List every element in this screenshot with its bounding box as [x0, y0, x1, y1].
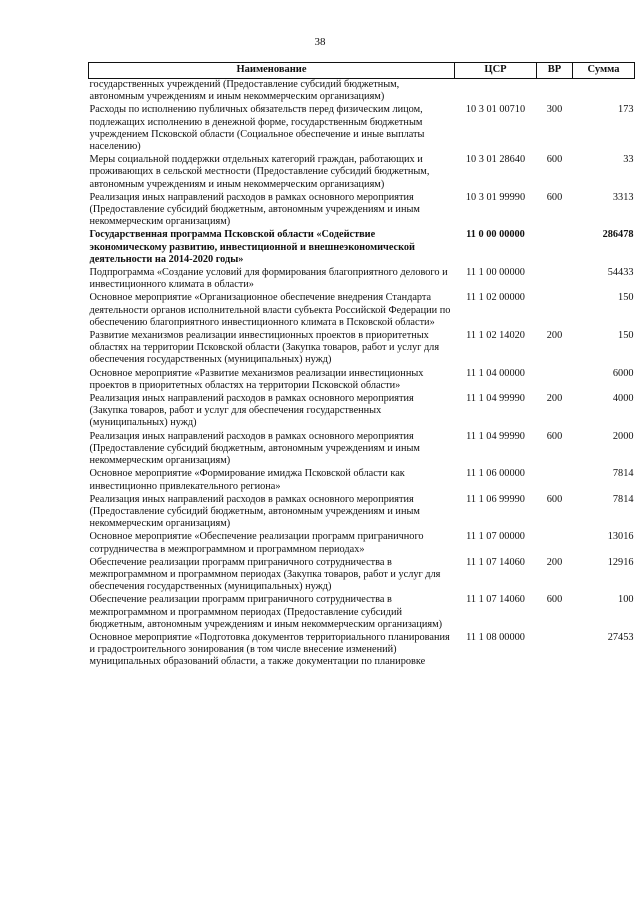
row-sum: 150	[618, 330, 634, 342]
row-sum: 3313	[612, 191, 634, 203]
table-row	[89, 393, 635, 431]
row-vr: 600	[546, 430, 563, 442]
row-sum: 13016	[607, 531, 634, 543]
table-row	[89, 104, 635, 154]
row-sum: 100	[618, 594, 634, 606]
row-sum	[573, 79, 635, 105]
table-row	[89, 557, 635, 595]
table-row	[89, 330, 635, 368]
row-csr: 11 1 08 00000	[466, 631, 525, 643]
table-row	[89, 192, 635, 230]
row-name: Меры социальной поддержки отдельных категорий граждан, работающих и проживающих в сельской местности (Предоставление субсидий бюджетным, автономным учреждениям и иным некоммерческим организациям)	[89, 154, 430, 190]
table-row	[89, 632, 635, 670]
row-vr: 200	[546, 393, 563, 405]
row-vr	[537, 531, 573, 556]
row-csr: 11 1 06 99990	[466, 493, 525, 505]
row-name: Основное мероприятие «Подготовка документов территориального планирования и градостроительного зонирования (в том числе внесение изменений) муниципальных образований области, а также документации по планировке	[89, 631, 450, 668]
row-name: Основное мероприятие «Развитие механизмов реализации инвестиционных проектов в приоритетных областях на территории Псковской области»	[89, 367, 424, 391]
table-row	[89, 494, 635, 532]
row-csr: 11 1 07 14060	[466, 594, 525, 606]
row-csr: 11 1 04 99990	[466, 393, 525, 405]
row-sum: 2000	[612, 430, 634, 442]
table-row	[89, 229, 635, 267]
row-csr: 11 1 07 14060	[466, 556, 525, 568]
row-name: Расходы по исполнению публичных обязательств перед физическим лицом, подлежащих исполнению в денежной форме, государственным бюджетным учреждением Псковской области (Социальное обеспечение и иные выплаты населению)	[89, 104, 425, 153]
row-vr: 600	[546, 594, 563, 606]
row-name: Основное мероприятие «Формирование имиджа Псковской области как инвестиционно привлекательного региона»	[89, 468, 405, 492]
header-name: Наименование	[89, 63, 455, 79]
row-vr	[537, 292, 573, 330]
row-name: Обеспечение реализации программ приграничного сотрудничества в межпрограммном и программном периодах (Закупка товаров, работ и услуг для обеспечения государственных (муниципальных) нужд)	[89, 556, 441, 593]
row-sum: 286478	[602, 229, 634, 241]
row-sum: 33	[623, 154, 634, 166]
table-row	[89, 531, 635, 556]
row-csr	[455, 79, 537, 105]
row-vr: 600	[546, 154, 563, 166]
row-name: Реализация иных направлений расходов в рамках основного мероприятия (Закупка товаров, работ и услуг для обеспечения государственных (муниципальных) нужд)	[89, 393, 414, 429]
row-csr: 11 1 02 00000	[466, 292, 525, 304]
table-row	[89, 267, 635, 292]
table-row	[89, 292, 635, 330]
row-sum: 6000	[612, 367, 634, 379]
header-vr: ВР	[537, 63, 573, 79]
row-vr	[537, 267, 573, 292]
row-name: Обеспечение реализации программ приграничного сотрудничества в межпрограммном и программном периодах (Предоставление субсидий бюджетным, автономным учреждениям и иным некоммерческим организациям)	[89, 594, 443, 630]
row-sum: 7814	[612, 493, 634, 505]
row-name: Реализация иных направлений расходов в рамках основного мероприятия (Предоставление субсидий бюджетным, автономным учреждениям и иным некоммерческим организациям)	[89, 191, 420, 228]
row-csr: 11 1 02 14020	[466, 330, 525, 342]
row-name: Основное мероприятие «Обеспечение реализации программ приграничного сотрудничества в межпрограммном и программном периодах»	[89, 531, 424, 555]
table-row	[89, 594, 635, 632]
row-name: Реализация иных направлений расходов в рамках основного мероприятия (Предоставление субсидий бюджетным, автономным учреждениям и иным некоммерческим организациям)	[89, 430, 420, 467]
row-sum: 7814	[612, 468, 634, 480]
budget-table	[88, 62, 635, 670]
header-sum: Сумма	[573, 63, 635, 79]
row-name: Основное мероприятие «Организационное обеспечение внедрения Стандарта деятельности органов исполнительной власти субъекта Российской Федерации по обеспечению благоприятного инвестиционного климата в Псковской области»	[89, 292, 451, 328]
row-csr: 10 3 01 99990	[465, 191, 526, 203]
table-row	[89, 431, 635, 469]
row-vr	[537, 468, 573, 493]
row-name: Реализация иных направлений расходов в рамках основного мероприятия (Предоставление субсидий бюджетным, автономным учреждениям и иным некоммерческим организациям)	[89, 493, 420, 530]
header-csr: ЦСР	[455, 63, 537, 79]
row-sum: 150	[618, 292, 634, 304]
row-vr	[537, 229, 573, 267]
row-vr: 200	[546, 330, 563, 342]
row-csr: 11 1 04 99990	[466, 430, 525, 442]
row-name: Развитие механизмов реализации инвестиционных проектов в приоритетных областях на территории Псковской области (Закупка товаров, работ и услуг для обеспечения государственных (муниципальных) нужд)	[89, 330, 440, 366]
row-csr: 11 1 07 00000	[466, 531, 525, 543]
row-csr: 11 1 06 00000	[466, 468, 525, 480]
row-sum: 12916	[607, 556, 634, 568]
row-csr: 10 3 01 28640	[465, 154, 526, 166]
row-vr: 600	[546, 191, 563, 203]
table-row	[89, 154, 635, 192]
table-row	[89, 368, 635, 393]
row-csr: 11 0 00 00000	[466, 229, 525, 241]
row-vr	[537, 632, 573, 670]
row-vr: 200	[546, 556, 563, 568]
row-csr: 10 3 01 00710	[465, 104, 526, 116]
row-sum: 173	[618, 104, 634, 116]
row-vr: 300	[546, 104, 563, 116]
row-vr	[537, 79, 573, 105]
row-csr: 11 1 00 00000	[466, 267, 525, 279]
table-header-row	[89, 63, 635, 79]
row-sum: 54433	[607, 267, 634, 279]
row-csr: 11 1 04 00000	[466, 367, 525, 379]
table-body	[89, 79, 635, 670]
row-name: Государственная программа Псковской области «Содействие экономическому развитию, инвестиционной и внешнеэкономической деятельности на 2014-2020 годы»	[89, 229, 415, 265]
row-name: Подпрограмма «Создание условий для формирования благоприятного делового и инвестиционного климата в области»	[89, 267, 448, 291]
page-number: 38	[314, 36, 326, 48]
table-row	[89, 468, 635, 493]
table-row	[89, 79, 635, 105]
row-sum: 27453	[607, 631, 634, 643]
row-name: государственных учреждений (Предоставление субсидий бюджетным, автономным учреждениям и иным некоммерческим организациям)	[89, 79, 400, 103]
row-vr	[537, 368, 573, 393]
row-vr: 600	[546, 493, 563, 505]
row-sum: 4000	[612, 393, 634, 405]
